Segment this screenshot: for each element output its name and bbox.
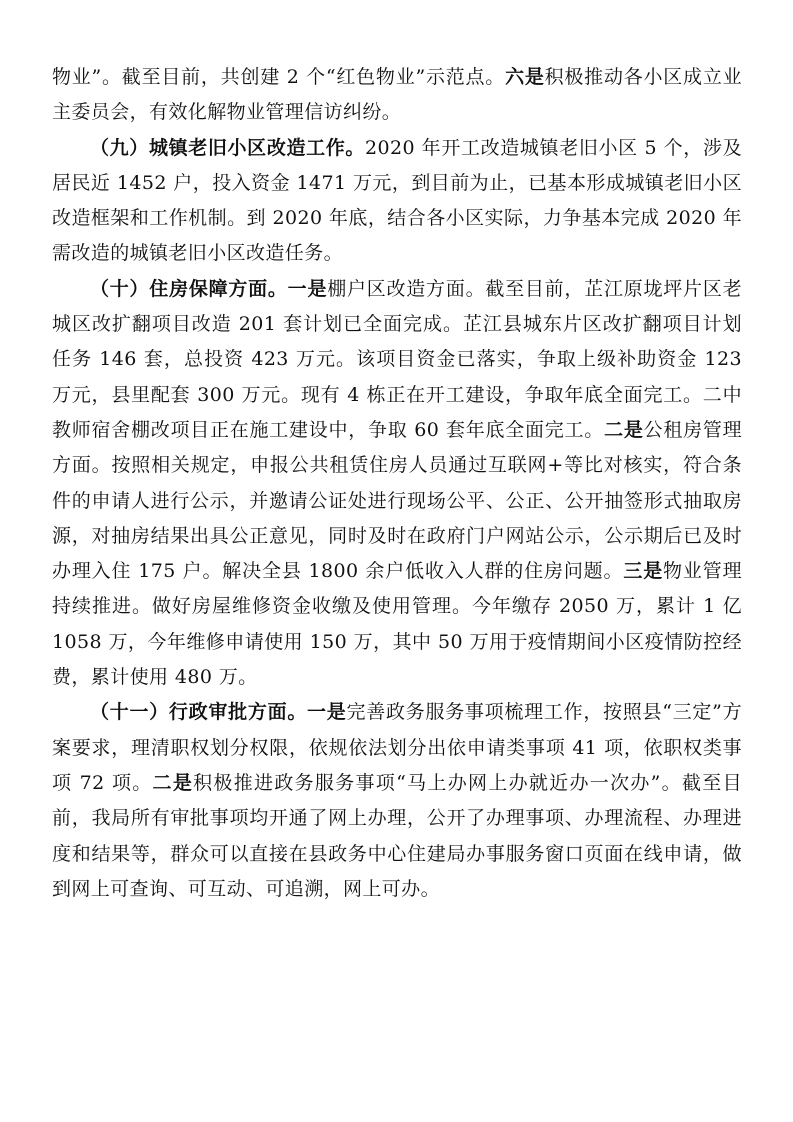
item-marker-three: 三是 [623, 560, 664, 583]
paragraph-text: 积极推进政务服务事项“马上办网上办就近办一次办”。截至目前，我局所有审批事项均开通了网上办理，公开了办理事项、办理流程、办理进度和结果等，群众可以直接在县政务中心住建局办事服务窗口页面在线申请，做到网上可查询、可互动、可追溯，网上可办。 [52, 771, 742, 900]
paragraph-text: 积极推动各小区成立业主委员会，有效化解物业管理信访纠纷。 [52, 66, 742, 124]
paragraph-text: 物业管理持续推进。做好房屋维修资金收缴及使用管理。今年缴存 2050 万，累计 1 亿 1058 万，今年维修申请使用 150 万，其中 50 万用于疫情期间小区疫情防控经费，累计使用 480 万。 [52, 560, 742, 689]
document-page [52, 60, 742, 907]
paragraph-housing-security [52, 272, 742, 696]
paragraph-administrative-approval [52, 695, 742, 907]
section-heading-9: （九）城镇老旧小区改造工作。 [90, 136, 366, 159]
paragraph-text: 棚户区改造方面。截至目前，芷江原垅坪片区老城区改扩翻项目改造 201 套计划已全面完成。芷江县城东片区改扩翻项目计划任务 146 套，总投资 423 万元。该项目资金已落实，争取上级补助资金 123 万元，县里配套 300 万元。现有 4 栋正在开工建设，争取年底全面完工。二中教师宿舍棚改项目正在施工建设中，争取 60 套年底全面完工。 [52, 277, 742, 441]
paragraph-property-management-end [52, 60, 742, 131]
item-marker-six: 六是 [505, 66, 545, 88]
paragraph-text: 2020 年开工改造城镇老旧小区 5 个，涉及居民近 1452 户，投入资金 1471 万元，到目前为止，已基本形成城镇老旧小区改造框架和工作机制。到 2020 年底，结合各小区实际，力争基本完成 2020 年需改造的城镇老旧小区改造任务。 [52, 136, 742, 265]
item-marker-two: 二是 [152, 771, 194, 794]
paragraph-text: 完善政务服务事项梳理工作，按照县“三定”方案要求，理清职权划分权限，依规依法划分出依申请类事项 41 项，依职权类事项 72 项。 [52, 701, 743, 794]
item-marker-two: 二是 [604, 418, 644, 441]
paragraph-text: 公租房管理方面。按照相关规定，申报公共租赁住房人员通过互联网+等比对核实，符合条件的申请人进行公示，并邀请公证处进行现场公平、公正、公开抽签形式抽取房源，对抽房结果出具公正意见，同时及时在政府门户网站公示，公示期后已及时办理入住 175 户。解决全县 1800 余户低收入人群的住房问题。 [52, 418, 742, 583]
paragraph-text: 物业”。截至目前，共创建 2 个“红色物业”示范点。 [52, 66, 506, 88]
section-heading-10: （十）住房保障方面。一是 [90, 277, 328, 300]
section-heading-11: （十一）行政审批方面。一是 [90, 701, 347, 724]
paragraph-old-community-renovation [52, 131, 742, 272]
